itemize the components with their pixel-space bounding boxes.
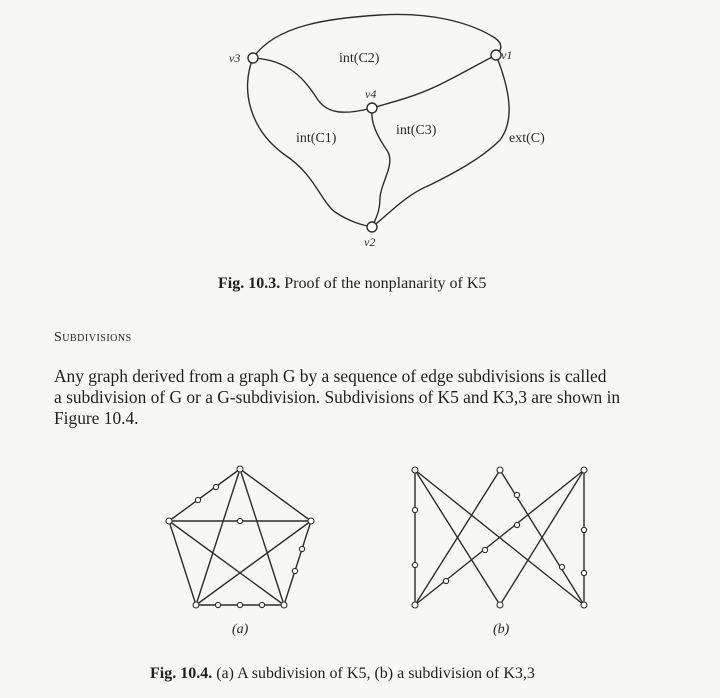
paragraph-line: Figure 10.4. xyxy=(54,408,139,428)
k33-subdivision-vertex xyxy=(482,547,487,552)
k33-subdivision-vertex xyxy=(443,578,448,583)
k5-subdivision-vertex xyxy=(292,568,297,573)
k5-subdivision-vertex xyxy=(299,546,304,551)
k33-subdivision-vertex xyxy=(514,522,519,527)
k33-subdivision-vertex xyxy=(412,562,417,567)
subfigure-b-label: (b) xyxy=(493,622,510,637)
k5-edge xyxy=(196,521,311,605)
region-int-c2: int(C2) xyxy=(339,51,380,66)
k5-subdivision-vertex xyxy=(215,602,220,607)
paragraph-line: a subdivision of G or a G-subdivision. Subdivisions of K5 and K3,3 are shown in xyxy=(54,387,621,407)
k5-vertex xyxy=(281,602,287,608)
k5-vertex xyxy=(237,466,243,472)
k5-subdivision xyxy=(166,466,314,608)
k5-subdivision-vertex xyxy=(195,497,200,502)
k33-vertex xyxy=(412,602,418,608)
vertex-v2 xyxy=(367,222,377,232)
k5-subdivision-vertex xyxy=(213,484,218,489)
edge-v4-v1 xyxy=(372,55,496,108)
k5-edge xyxy=(169,469,240,521)
k5-edge xyxy=(169,521,196,605)
k5-vertex xyxy=(166,518,172,524)
k5-vertex xyxy=(193,602,199,608)
region-int-c1: int(C1) xyxy=(296,131,337,146)
label-v1: v1 xyxy=(501,48,513,62)
caption-text: Proof of the nonplanarity of K5 xyxy=(280,275,487,292)
caption-number: Fig. 10.3. xyxy=(218,275,281,292)
k33-subdivision-vertex xyxy=(559,564,564,569)
label-v2: v2 xyxy=(364,235,376,249)
k33-vertex xyxy=(497,602,503,608)
figure-10-4-diagram xyxy=(0,455,720,655)
body-paragraph xyxy=(54,366,700,429)
k5-subdivision-vertex xyxy=(237,518,242,523)
caption-number: Fig. 10.4. xyxy=(150,665,213,682)
vertex-v4 xyxy=(367,103,377,113)
k5-edge xyxy=(240,469,284,605)
subfigure-a-label: (a) xyxy=(232,622,249,637)
cycle-outer-right xyxy=(372,55,509,227)
section-heading: Subdivisions xyxy=(54,330,132,345)
k5-edge xyxy=(284,521,311,605)
k33-vertex xyxy=(581,467,587,473)
k33-vertex xyxy=(581,602,587,608)
k5-vertex xyxy=(308,518,314,524)
edge-v4-v2 xyxy=(372,108,390,227)
k33-subdivision xyxy=(412,467,587,608)
region-ext-c: ext(C) xyxy=(509,131,545,146)
k5-edge xyxy=(169,521,284,605)
k33-subdivision-vertex xyxy=(581,527,586,532)
k33-subdivision-vertex xyxy=(581,570,586,575)
label-v4: v4 xyxy=(365,87,377,101)
edge-v3-v4 xyxy=(253,58,372,112)
region-int-c3: int(C3) xyxy=(396,123,437,138)
figure-10-4-caption xyxy=(150,665,535,683)
caption-text: (a) A subdivision of K5, (b) a subdivision of K3,3 xyxy=(212,665,535,682)
k33-vertex xyxy=(412,467,418,473)
k33-subdivision-vertex xyxy=(514,492,519,497)
figure-10-3-diagram xyxy=(0,0,720,300)
vertex-v1 xyxy=(491,50,501,60)
k5-subdivision-vertex xyxy=(259,602,264,607)
k33-vertex xyxy=(497,467,503,473)
k5-subdivision-vertex xyxy=(237,602,242,607)
vertex-v3 xyxy=(248,53,258,63)
paragraph-line: Any graph derived from a graph G by a sequence of edge subdivisions is called xyxy=(54,366,607,386)
label-v3: v3 xyxy=(229,51,241,65)
k5-edge xyxy=(240,469,311,521)
k33-subdivision-vertex xyxy=(412,507,417,512)
figure-10-3-caption xyxy=(218,275,486,293)
